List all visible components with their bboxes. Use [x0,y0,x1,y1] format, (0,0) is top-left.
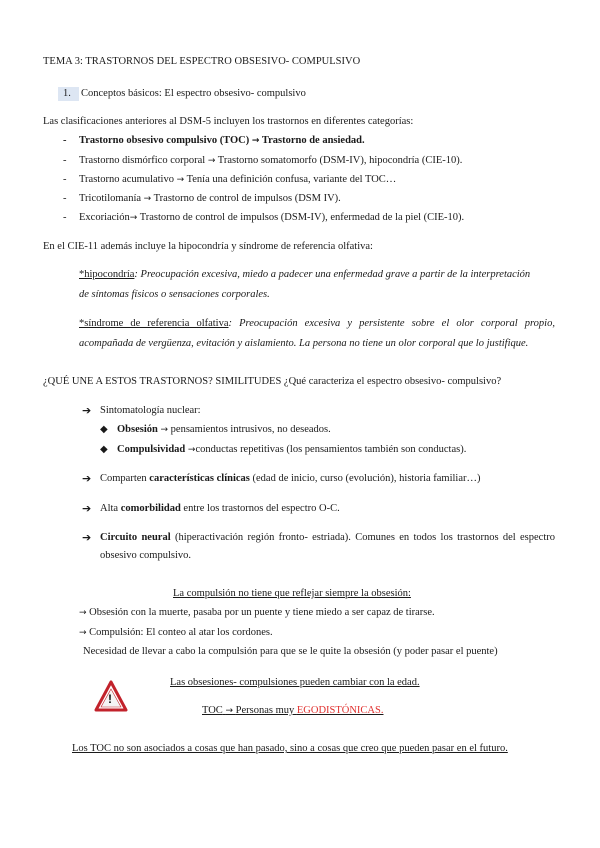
list-item-term: Trastorno acumulativo [79,174,174,185]
olfativa-term: *síndrome de referencia olfativa [79,318,229,329]
similitudes-heading: ¿QUÉ UNE A ESTOS TRASTORNOS? SIMILITUDES ¿Qué caracteriza el espectro obsesivo- compulsivo? [43,376,502,387]
list-item-desc: Trastorno de ansiedad. [261,135,365,146]
obsesion-example: → Obsesión con la muerte, pasaba por un puente y tiene miedo a ser capaz de tirarse. [79,607,435,618]
list-item-desc: Trastorno de control de impulsos (DSM-IV), enfermedad de la piel (CIE-10). [139,212,465,223]
obsesion-term: Obsesión [117,424,158,435]
dash-bullet: - [63,135,67,146]
arrow-bullet-icon: ➔ [82,531,92,544]
classification-intro: Las clasificaciones anteriores al DSM-5 incluyen los trastornos en diferentes categorías: [43,116,414,127]
list-item [79,174,396,185]
comparten-item: Comparten características clínicas (edad de inicio, curso (evolución), historia familiar…) [100,473,481,484]
comparten-term: características clínicas [149,473,250,484]
list-item-term: Trastorno dismórfico corporal [79,155,206,166]
compulsion-heading: La compulsión no tiene que reflejar siempre la obsesión: [173,588,411,599]
compulsividad-def: conductas repetitivas (los pensamientos también son conductas). [195,444,467,455]
arrow-icon: → [79,628,87,638]
dash-bullet: - [63,193,67,204]
compulsion-example: → Compulsión: El conteo al atar los cordones. [79,627,273,638]
arrow-icon: → [207,156,216,166]
diamond-bullet-icon: ◆ [100,424,108,435]
olfativa-line2: acompañada de vergüenza, evitación y aislamiento. La persona no tiene un olor corporal que lo justifique. [79,338,529,349]
list-item-desc: Trastorno de control de impulsos (DSM IV). [153,193,341,204]
arrow-icon: → [160,425,169,435]
dash-bullet: - [63,174,67,185]
dash-bullet: - [63,155,67,166]
arrow-icon: → [225,706,233,716]
footer-note: Los TOC no son asociados a cosas que han pasado, sino a cosas que creo que pueden pasar en el futuro. [72,743,508,754]
hipocondria-definition [79,269,530,280]
obsesion-def: pensamientos intrusivos, no deseados. [170,424,331,435]
arrow-icon: → [251,136,260,146]
diamond-bullet-icon: ◆ [100,444,108,455]
arrow-icon: → [187,445,196,455]
egodistonicas-highlight: EGODISTÓNICAS. [296,705,384,716]
necesidad-text: Necesidad de llevar a cabo la compulsión para que se le quite la obsesión (y poder pasar el puente) [83,646,498,657]
arrow-bullet-icon: ➔ [82,502,92,515]
hipocondria-line2: de síntomas físicos o sensaciones corporales. [79,289,270,300]
warning-mark: ! [108,692,112,706]
comorbilidad-item: Alta comorbilidad entre los trastornos del espectro O-C. [100,503,340,514]
warning-icon [94,680,128,712]
obsesion-item [117,424,331,435]
section-number: 1. [63,88,71,99]
arrow-icon: → [143,194,152,204]
list-item-desc: Trastorno somatomorfo (DSM-IV), hipocondría (CIE-10). [217,155,463,166]
cie-intro: En el CIE-11 además incluye la hipocondría y síndrome de referencia olfativa: [43,241,373,252]
arrow-bullet-icon: ➔ [82,404,92,417]
page-title: TEMA 3: TRASTORNOS DEL ESPECTRO OBSESIVO- COMPULSIVO [43,56,361,67]
arrow-icon: → [176,175,185,185]
compulsividad-term: Compulsividad [117,444,186,455]
list-item-term: Excoriación [79,212,130,223]
list-item [79,193,341,204]
list-item-term: Tricotilomanía [79,193,142,204]
nuclear-label: Sintomatología nuclear: [100,405,201,416]
section-heading: Conceptos básicos: El espectro obsesivo- compulsivo [81,88,306,99]
list-item [79,135,365,146]
comorbilidad-term: comorbilidad [120,503,181,514]
circuito-item: Circuito neural (hiperactivación región fronto- estriada). Comunes en todos los trastornos del espectro [100,532,555,543]
toc-note: TOC → Personas muy EGODISTÓNICAS. [202,705,384,716]
arrow-icon: → [129,213,138,223]
list-item-term: Trastorno obsesivo compulsivo (TOC) [79,135,250,146]
list-item-desc: Tenía una definición confusa, variante del TOC… [186,174,397,185]
edad-note: Las obsesiones- compulsiones pueden cambiar con la edad. [170,677,420,688]
hipocondria-term: *hipocondría [79,269,135,280]
olfativa-definition [79,318,555,329]
dash-bullet: - [63,212,67,223]
olfativa-line1: : Preocupación excesiva y persistente sobre el olor corporal propio, [228,318,555,329]
list-item [79,155,462,166]
circuito-term: Circuito neural [100,532,171,543]
circuito-line2: obsesivo compulsivo. [100,550,191,561]
list-item [79,212,464,223]
hipocondria-line1: : Preocupación excesiva, miedo a padecer una enfermedad grave a partir de la interpretación [134,269,531,280]
arrow-bullet-icon: ➔ [82,472,92,485]
arrow-icon: → [79,608,87,618]
compulsividad-item [117,444,466,455]
